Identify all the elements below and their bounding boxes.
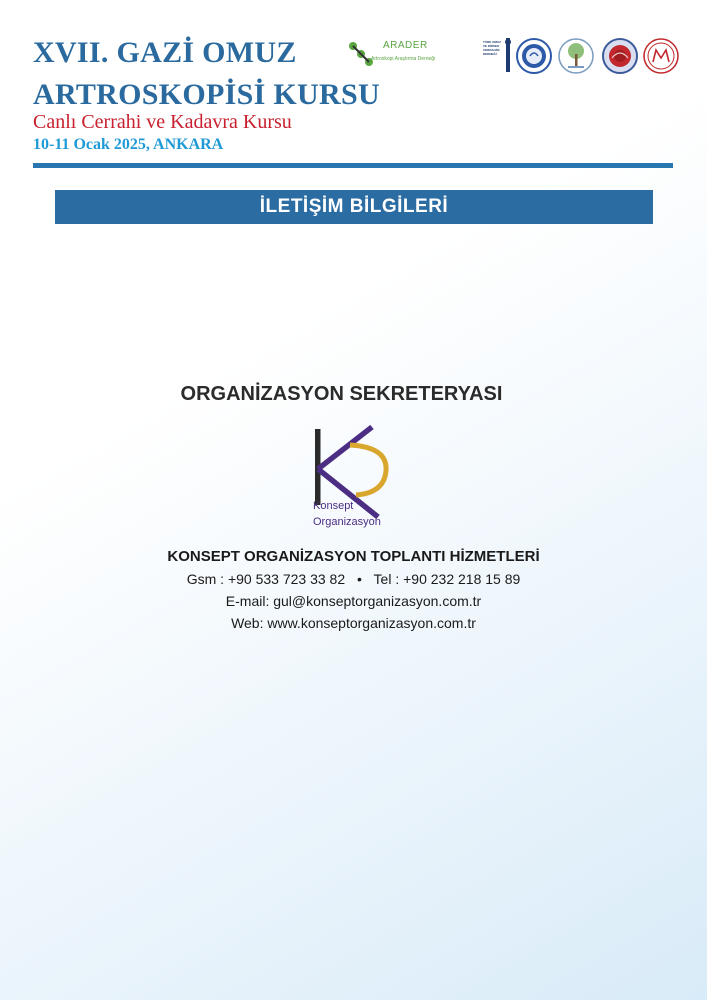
tel-number: Tel : +90 232 218 15 89 xyxy=(373,571,521,587)
arader-name: ARADER xyxy=(383,40,428,51)
bullet-separator: • xyxy=(357,571,362,587)
arader-emblem-icon xyxy=(345,40,375,70)
course-subtitle: Canlı Cerrahi ve Kadavra Kursu xyxy=(33,111,292,133)
phone-line xyxy=(0,571,707,587)
medical-society-seal-icon xyxy=(602,38,638,74)
gsm-number: Gsm : +90 533 723 33 82 xyxy=(186,571,346,587)
todcd-logo-text: TÜRK OMUZ VE DİRSEK CERRAHİSİ DERNEĞİ xyxy=(483,40,501,56)
arader-description: Artroskopi Araştırma Derneği xyxy=(371,56,436,62)
company-name: KONSEPT ORGANİZASYON TOPLANTI HİZMETLERİ xyxy=(167,548,540,565)
course-title-line1: XVII. GAZİ OMUZ xyxy=(33,36,297,69)
konsept-logo-word2: Organizasyon xyxy=(313,516,381,528)
secretariat-title: ORGANİZASYON SEKRETERYASI xyxy=(180,383,503,405)
course-title-line2: ARTROSKOPİSİ KURSU xyxy=(33,78,380,111)
header-divider xyxy=(33,163,673,168)
course-date-place: 10-11 Ocak 2025, ANKARA xyxy=(33,136,224,153)
email-address[interactable]: E-mail: gul@konseptorganizasyon.com.tr xyxy=(225,593,482,609)
gazi-university-seal-icon xyxy=(516,38,552,74)
contact-info-banner: İLETİŞİM BİLGİLERİ xyxy=(55,190,653,224)
todcd-emblem-icon xyxy=(503,38,513,72)
university-emblem-icon xyxy=(643,38,679,74)
website-address[interactable]: Web: www.konseptorganizasyon.com.tr xyxy=(231,615,476,631)
arader-logo xyxy=(345,40,457,70)
konsept-logo-word1: Konsept xyxy=(313,500,354,512)
tree-association-seal-icon xyxy=(558,38,594,74)
